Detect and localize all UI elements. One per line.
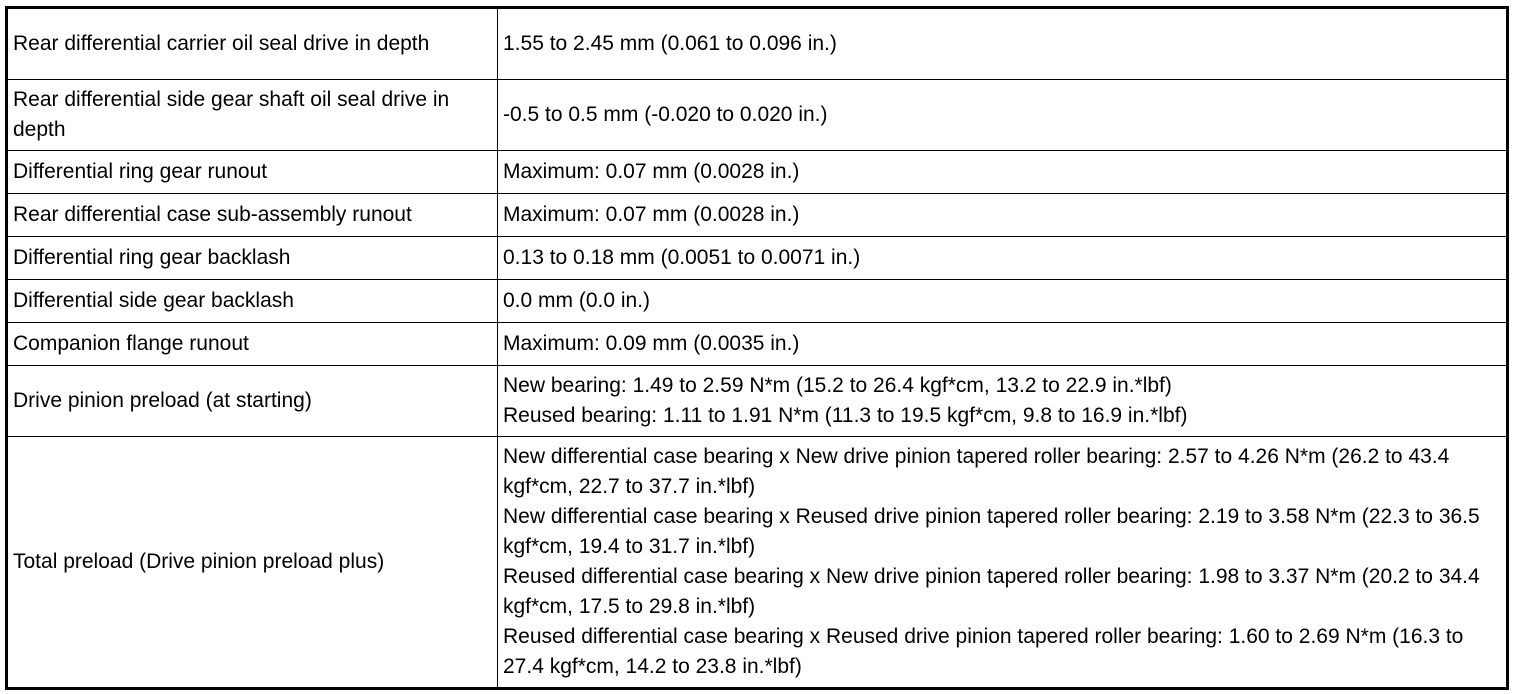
spec-value: New differential case bearing x Reused drive pinion tapered roller bearing: 2.19 to 3.58 N*m (22.3 to 36.5 kgf*cm, 19.4 to 31.7 in.*lbf) [503, 505, 1480, 558]
table-row [7, 8, 1508, 80]
table-row [7, 323, 1508, 366]
item-cell [7, 323, 498, 366]
item-label: Differential side gear backlash [13, 289, 294, 312]
item-label: Drive pinion preload (at starting) [13, 389, 312, 412]
spec-value: 0.13 to 0.18 mm (0.0051 to 0.0071 in.) [503, 246, 861, 269]
item-cell [7, 151, 498, 194]
item-label: Rear differential case sub-assembly runout [13, 203, 412, 226]
specification-table [5, 6, 1509, 690]
table-row [7, 237, 1508, 280]
item-label: Differential ring gear backlash [13, 246, 291, 269]
spec-cell [498, 323, 1508, 366]
item-cell [7, 80, 498, 151]
spec-cell [498, 8, 1508, 80]
item-label: Companion flange runout [13, 332, 249, 355]
spec-value: Reused differential case bearing x New drive pinion tapered roller bearing: 1.98 to 3.37 N*m (20.2 to 34.4 kgf*cm, 17.5 to 29.8 in.*lbf) [503, 565, 1480, 618]
table-row [7, 280, 1508, 323]
spec-value: Maximum: 0.07 mm (0.0028 in.) [503, 160, 800, 183]
table-row [7, 151, 1508, 194]
spec-value: Maximum: 0.07 mm (0.0028 in.) [503, 203, 800, 226]
table-row [7, 366, 1508, 437]
table-row [7, 80, 1508, 151]
spec-value: Reused differential case bearing x Reused drive pinion tapered roller bearing: 1.60 to 2.69 N*m (16.3 to 27.4 kgf*cm, 14.2 to 23.8 in.*lbf) [503, 625, 1464, 678]
item-cell [7, 237, 498, 280]
spec-cell [498, 437, 1508, 689]
table-row [7, 194, 1508, 237]
spec-value: 1.55 to 2.45 mm (0.061 to 0.096 in.) [503, 32, 837, 55]
item-cell [7, 366, 498, 437]
item-label: Total preload (Drive pinion preload plus) [13, 550, 385, 573]
spec-value: Maximum: 0.09 mm (0.0035 in.) [503, 332, 800, 355]
spec-cell [498, 237, 1508, 280]
spec-value: Reused bearing: 1.11 to 1.91 N*m (11.3 to 19.5 kgf*cm, 9.8 to 16.9 in.*lbf) [503, 404, 1188, 427]
item-cell [7, 437, 498, 689]
spec-value: 0.0 mm (0.0 in.) [503, 289, 651, 312]
item-cell [7, 8, 498, 80]
spec-value: New differential case bearing x New drive pinion tapered roller bearing: 2.57 to 4.26 N*m (26.2 to 43.4 kgf*cm, 22.7 to 37.7 in.*lbf) [503, 445, 1450, 498]
spec-cell [498, 151, 1508, 194]
table-row [7, 437, 1508, 689]
item-label: Rear differential side gear shaft oil seal drive in depth [13, 88, 450, 141]
spec-cell [498, 280, 1508, 323]
spec-cell [498, 80, 1508, 151]
item-label: Differential ring gear runout [13, 160, 268, 183]
spec-cell [498, 366, 1508, 437]
item-cell [7, 280, 498, 323]
item-cell [7, 194, 498, 237]
spec-value: New bearing: 1.49 to 2.59 N*m (15.2 to 26.4 kgf*cm, 13.2 to 22.9 in.*lbf) [503, 374, 1172, 397]
item-label: Rear differential carrier oil seal drive in depth [13, 32, 430, 55]
spec-value: -0.5 to 0.5 mm (-0.020 to 0.020 in.) [503, 103, 828, 126]
spec-cell [498, 194, 1508, 237]
